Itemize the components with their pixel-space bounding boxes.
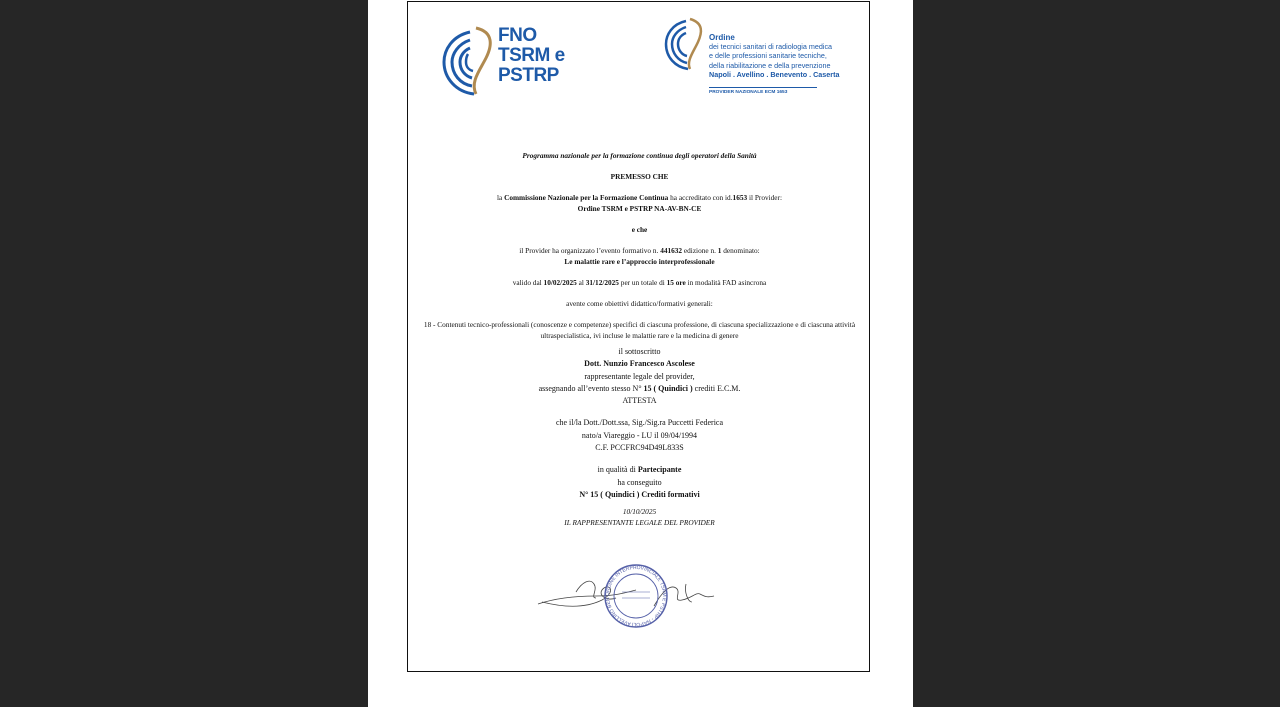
- logo-left-line2: TSRM e: [498, 45, 565, 66]
- fno-tsrm-logo: [440, 24, 570, 100]
- rappresentante-line: rappresentante legale del provider,: [584, 371, 695, 381]
- event-line: il Provider ha organizzato l’evento formativo n. 441632 edizione n. 1 denominato:: [519, 246, 760, 255]
- certificate-body: [408, 150, 871, 528]
- validity-line: valido dal 10/02/2025 al 31/12/2025 per un totale di 15 ore in modalità FAD asincrona: [512, 278, 767, 287]
- birth-line: nato/a Viareggio - LU il 09/04/1994: [581, 430, 698, 440]
- participant-line: che il/la Dott./Dott.ssa, Sig./Sig.ra Puccetti Federica: [555, 418, 724, 428]
- ordine-provider-label: PROVIDER NAZIONALE ECM 1653: [709, 87, 817, 95]
- assegnando-line: assegnando all’evento stesso N° 15 ( Quindici ) crediti E.C.M.: [538, 383, 741, 393]
- premesso-heading: PREMESSO CHE: [610, 172, 669, 181]
- signer-name: Dott. Nunzio Francesco Ascolese: [584, 359, 695, 369]
- ordine-logo-mark-icon: [662, 17, 708, 73]
- programma-heading: Programma nazionale per la formazione continua degli operatori della Sanità: [522, 151, 757, 160]
- document-page: [368, 0, 913, 707]
- rappresentante-label: IL RAPPRESENTANTE LEGALE DEL PROVIDER: [564, 518, 715, 528]
- ordine-line1: dei tecnici sanitari di radiologia medica: [709, 42, 833, 52]
- ordine-line2: e delle professioni sanitarie tecniche,: [709, 51, 827, 61]
- fno-logo-mark-icon: [440, 24, 500, 100]
- ordine-cities: Napoli . Avellino . Benevento . Caserta: [709, 69, 840, 79]
- signature-stamp: [536, 562, 718, 632]
- objective-line-2: ultraspecialistica, ivi incluse le malattie rare e la medicina di genere: [540, 331, 739, 340]
- certificate-frame: [407, 1, 870, 672]
- logo-left-line3: PSTRP: [498, 65, 559, 86]
- ordine-logo: [662, 17, 842, 99]
- event-title: Le malattie rare e l’approccio interprofessionale: [564, 257, 715, 266]
- e-che: e che: [631, 225, 648, 234]
- ordine-title: Ordine: [709, 33, 735, 42]
- credits-line: N° 15 ( Quindici ) Crediti formativi: [579, 489, 700, 499]
- ordine-line3: della riabilitazione e della prevenzione: [709, 60, 831, 70]
- accreditation-line: la Commissione Nazionale per la Formazione Continua ha accreditato con id.1653 il Provider:: [496, 193, 783, 202]
- fiscal-code: C.F. PCCFRC94D49L833S: [595, 443, 684, 453]
- obiettivi-line: avente come obiettivi didattico/formativi generali:: [566, 299, 713, 308]
- qualita-line: in qualità di Partecipante: [597, 465, 682, 475]
- objective-line-1: 18 - Contenuti tecnico-professionali (conoscenze e competenze) specifici di ciascuna professione, di ciascuna specializzazione e di ciascuna attività: [423, 320, 856, 329]
- conseguito-line: ha conseguito: [617, 477, 662, 487]
- issue-date: 10/10/2025: [622, 507, 657, 517]
- provider-name: Ordine TSRM e PSTRP NA-AV-BN-CE: [577, 204, 702, 213]
- stamp-ring-text: ORDINE INTERPROVINCIALE TSRM E PSTRP - NAPOLI AVELLINO BEN: [604, 564, 668, 628]
- attesta-heading: ATTESTA: [622, 396, 657, 406]
- logo-left-line1: FNO: [498, 25, 537, 46]
- sottoscritto: il sottoscritto: [618, 347, 661, 356]
